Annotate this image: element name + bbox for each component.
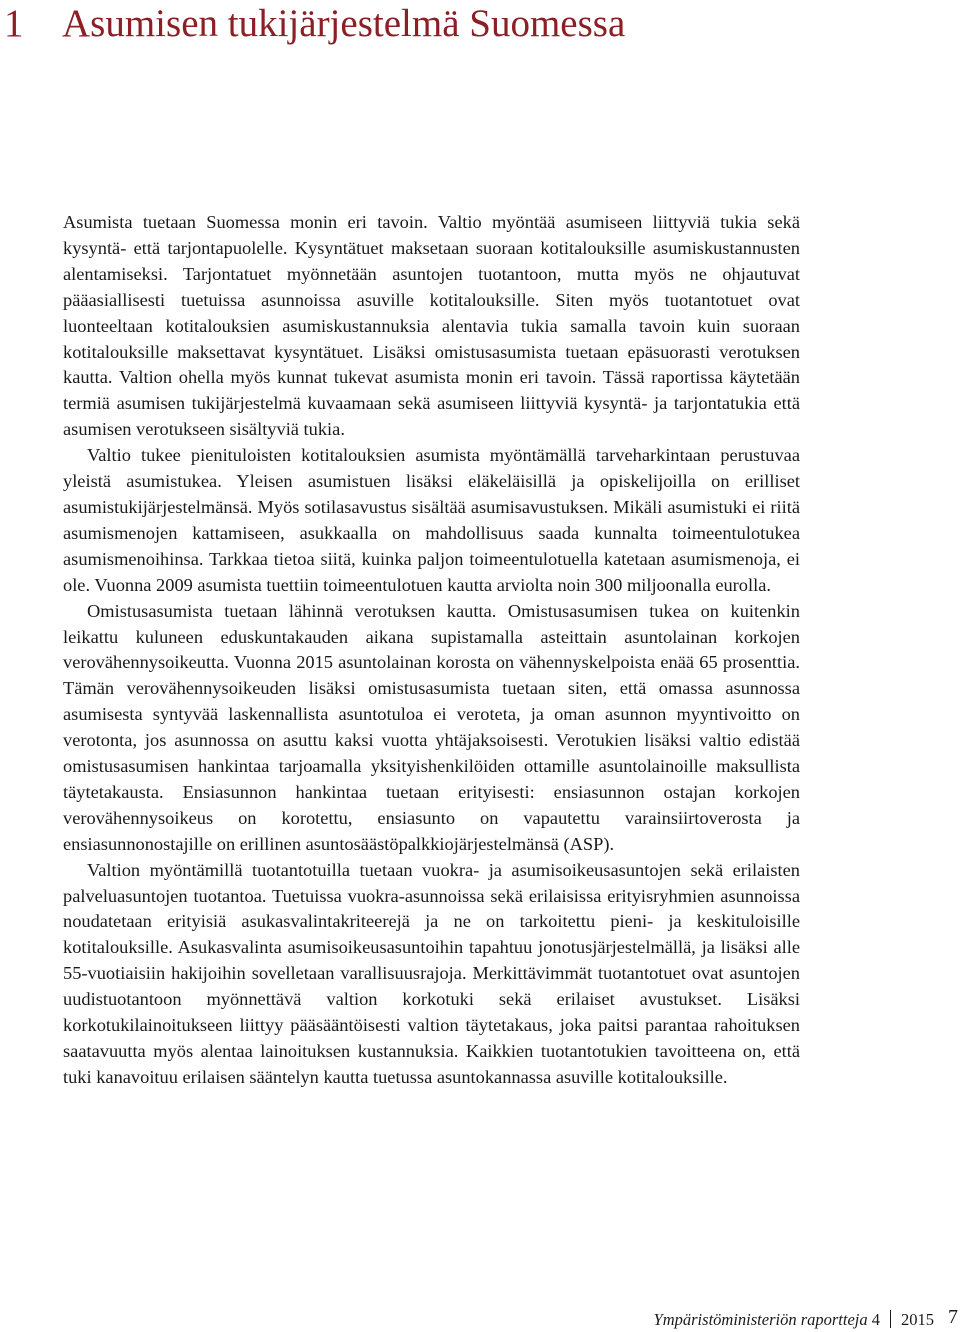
chapter-heading [0,0,625,48]
paragraph: Asumista tuetaan Suomessa monin eri tavoin. Valtio myöntää asumiseen liittyviä tukia sekä kysyntä- että tarjontapuolelle. Kysyntätuet maksetaan suoraan kotitalouksille asumiskustannusten alentamiseksi. Tarjontatuet myönnetään asuntojen tuotantoon, mutta myös ne ohjautuvat pääasiallisesti tuetuissa asunnoissa asuville kotitalouksille. Siten myös tuotantotuet ovat luonteeltaan kotitalouksien asumiskustannuksia alentavia tukia samalla tavoin kuin suoraan kotitalouksille maksettavat kysyntätuet. Lisäksi omistusasumista tuetaan epäsuorasti verotuksen kautta. Valtion ohella myös kunnat tukevat asumista monin eri tavoin. Tässä raportissa käytetään termiä asumisen tukijärjestelmä kuvaamaan sekä asumiseen liittyviä kysyntä- ja tarjontatukia että asumisen verotukseen sisältyviä tukia. [63,212,800,440]
chapter-title: Asumisen tukijärjestelmä Suomessa [62,2,626,45]
footer-series [654,1310,934,1330]
series-title: Ympäristöministeriön raportteja [653,1310,868,1329]
series-year: 2015 [901,1310,934,1329]
body-text [63,210,800,1091]
page-footer [0,1308,960,1332]
paragraph: Valtion myöntämillä tuotantotuilla tuetaan vuokra- ja asumisoikeusasuntojen sekä erilaisten palveluasuntojen tuotantoa. Tuetuissa vuokra-asunnoissa sekä erilaisissa erityisryhmien asunnoissa noudatetaan erityisiä asukasvalintakriteerejä ja ne on tarkoitettu pieni- ja keskituloisille kotitalouksille. Asukasvalinta asumisoikeusasuntoihin tapahtuu jonotusjärjestelmällä, ja lisäksi alle 55-vuotiaisiin hakijoihin sovelletaan varallisuusrajoja. Merkittävimmät tuotantotuet ovat asuntojen uudistuotantoon myönnettävä valtion korkotuki sekä erilaiset avustukset. Lisäksi korkotukilainoitukseen liittyy pääsääntöisesti valtion täytetakaus, joka paitsi parantaa rahoituksen saatavuutta myös alentaa lainoituksen kustannuksia. Kaikkien tuotantotukien tavoitteena on, että tuki kanavoituu erilaisen sääntelyn kautta tuetussa asuntokannassa asuville kotitalouksille. [63,859,800,1087]
page-number: 7 [948,1306,958,1328]
paragraph: Valtio tukee pienituloisten kotitalouksien asumista myöntämällä tarveharkintaan perustuvaa yleistä asumistukea. Yleisen asumistuen lisäksi eläkeläisillä ja opiskelijoilla on erilliset asumistukijärjestelmänsä. Myös sotilasavustus sisältää asumisavustuksen. Mikäli asumistuki ei riitä asumismenojen kattamiseen, asukkaalla on mahdollisuus saada kunnalta toimeentulotukea asumismenoihinsa. Tarkkaa tietoa siitä, kuinka paljon toimeentulotuella katetaan asumismenoja, ei ole. Vuonna 2009 asumista tuettiin toimeentulotuen kautta arviolta noin 300 miljoonalla eurolla. [63,445,800,595]
footer-divider [890,1310,891,1328]
chapter-number: 1 [4,2,24,45]
paragraph: Omistusasumista tuetaan lähinnä verotuksen kautta. Omistusasumisen tukea on kuitenkin leikattu kuluneen eduskuntakauden aikana supistamalla asteittain asuntolainan korkojen verovähennysoikeutta. Vuonna 2015 asuntolainan korosta on vähennyskelpoista enää 65 prosenttia. Tämän verovähennysoikeuden lisäksi omistusasumista tuetaan siten, että omassa asunnossa asumisesta syntyvää laskennallista asuntotuloa ei veroteta, ja oman asunnon myyntivoitto on verotonta, jos asunnossa on asuttu kaksi vuotta yhtäjaksoisesti. Verotukien lisäksi valtio edistää omistusasumisen hankintaa tarjoamalla yksityishenkilöiden ottamille asuntolainoille maksullista täytetakausta. Ensiasunnon hankintaa tuetaan erityisesti: ensiasunnon ostajan korkojen verovähennysoikeus on korotettu, ensiasunto on vapautettu varainsiirtoverosta ja ensiasunnonostajille on erillinen asuntosäästöpalkkiojärjestelmänsä (ASP). [63,600,800,854]
series-issue: 4 [871,1310,880,1329]
